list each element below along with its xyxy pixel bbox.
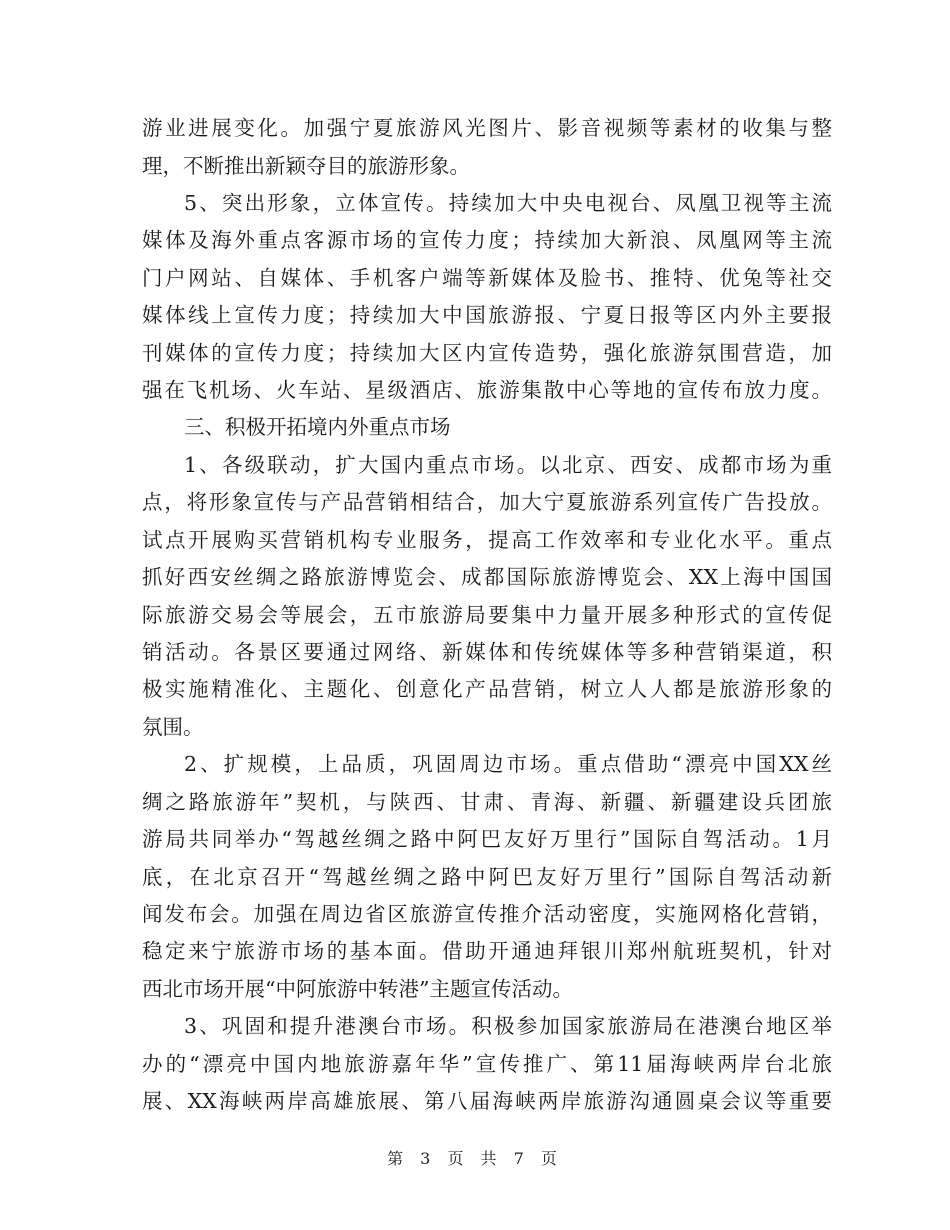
- text-line: 3、巩固和提升港澳台市场。积极参加国家旅游局在港澳台地区举: [184, 1014, 832, 1038]
- page-number-footer: 第 3 页 共 7 页: [387, 1149, 563, 1168]
- text-line: 试点开展购买营销机构专业服务，提高工作效率和专业化水平。重点: [142, 528, 832, 552]
- text-line: 点，将形象宣传与产品营销相结合，加大宁夏旅游系列宣传广告投放。: [142, 490, 832, 514]
- text-line: 抓好西安丝绸之路旅游博览会、成都国际旅游博览会、XX上海中国国: [142, 565, 832, 589]
- text-line: 媒体及海外重点客源市场的宣传力度；持续加大新浪、凤凰网等主流: [142, 228, 832, 252]
- text-line: 氛围。: [142, 715, 204, 739]
- text-line: 媒体线上宣传力度；持续加大中国旅游报、宁夏日报等区内外主要报: [142, 303, 832, 327]
- text-line: 强在飞机场、火车站、星级酒店、旅游集散中心等地的宣传布放力度。: [142, 378, 832, 402]
- section-heading: 三、积极开拓境内外重点市场: [184, 415, 451, 439]
- text-line: 销活动。各景区要通过网络、新媒体和传统媒体等多种营销渠道，积: [142, 640, 832, 664]
- text-line: 1、各级联动，扩大国内重点市场。以北京、西安、成都市场为重: [184, 453, 832, 477]
- text-line: 极实施精准化、主题化、创意化产品营销，树立人人都是旅游形象的: [142, 677, 832, 701]
- text-line: 际旅游交易会等展会，五市旅游局要集中力量开展多种形式的宣传促: [142, 603, 832, 627]
- text-line: 5、突出形象，立体宣传。持续加大中央电视台、凤凰卫视等主流: [184, 191, 832, 215]
- text-line: 游局共同举办“驾越丝绸之路中阿巴友好万里行”国际自驾活动。1月: [142, 827, 832, 851]
- text-line: 刊媒体的宣传力度；持续加大区内宣传造势，强化旅游氛围营造，加: [142, 341, 832, 365]
- text-line: 闻发布会。加强在周边省区旅游宣传推介活动密度，实施网格化营销，: [142, 902, 832, 926]
- text-line: 理，不断推出新颖夺目的旅游形象。: [142, 154, 470, 178]
- text-line: 绸之路旅游年”契机，与陕西、甘肃、青海、新疆、新疆建设兵团旅: [142, 790, 832, 814]
- text-line: 游业进展变化。加强宁夏旅游风光图片、影音视频等素材的收集与整: [142, 116, 832, 140]
- text-line: 2、扩规模，上品质，巩固周边市场。重点借助“漂亮中国XX丝: [184, 752, 832, 776]
- text-line: 底，在北京召开“驾越丝绸之路中阿巴友好万里行”国际自驾活动新: [142, 865, 832, 889]
- text-line: 办的“漂亮中国内地旅游嘉年华”宣传推广、第11届海峡两岸台北旅: [142, 1052, 832, 1076]
- text-line: 门户网站、自媒体、手机客户端等新媒体及脸书、推特、优兔等社交: [142, 266, 832, 290]
- text-line: 展、XX海峡两岸高雄旅展、第八届海峡两岸旅游沟通圆桌会议等重要: [142, 1089, 832, 1113]
- text-line: 西北市场开展“中阿旅游中转港”主题宣传活动。: [142, 977, 573, 1001]
- text-line: 稳定来宁旅游市场的基本面。借助开通迪拜银川郑州航班契机，针对: [142, 939, 832, 963]
